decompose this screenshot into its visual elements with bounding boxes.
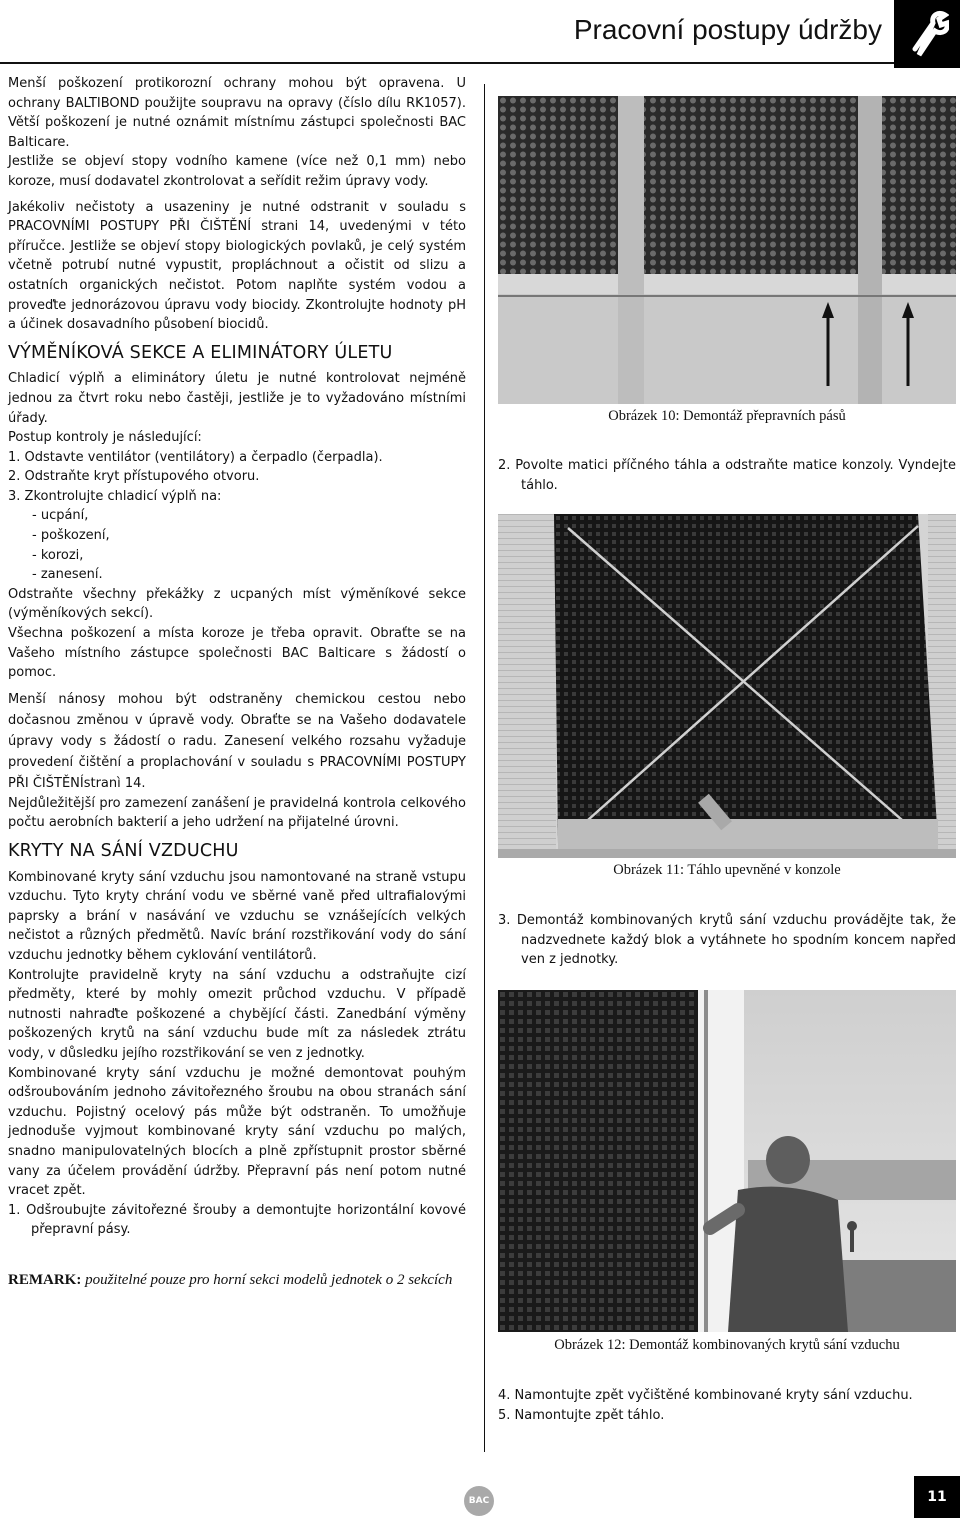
step-text: 2. Povolte matici příčného táhla a odstraňte matice konzoly. Vyndejte táhlo.: [498, 458, 956, 493]
paragraph: Jakékoliv nečistoty a usazeniny je nutné odstranit v souladu s PRACOVNÍMI POSTUPY PŘI ČIŠTĚNÍ strani 14, uvedenými v této příručce. Jestliže se objeví stopy biologických povlaků, je celý systém včetně potrubí nutné vypustit, propláchnout a očistit od slizu a ostatních organických nečistot. Potom naplňte systém vodou a proveďte jednorázovou úpravu vody biocidy. Zkontrolujte hodnoty pH a účinek dosavadního působení biocidů.: [8, 199, 466, 333]
paragraph: Všechna poškození a místa koroze je třeba opravit. Obraťte se na Vašeho místního zástupce společnosti BAC Balticare s žádostí o pomoc.: [8, 626, 466, 681]
remark-text: použitelné pouze pro horní sekci modelů jednotek o 2 sekcích: [81, 1272, 453, 1288]
remark-note: [8, 1270, 468, 1291]
list-item: 3. Zkontrolujte chladicí výplň na:: [8, 488, 222, 504]
figure-10-photo: [498, 96, 956, 404]
sub-list: [8, 506, 466, 584]
figure-12-photo: [498, 990, 956, 1332]
sub-list-item: - poškození,: [32, 528, 110, 544]
sub-list-item: - ucpání,: [32, 508, 89, 524]
paragraph: Chladicí výplň a eliminátory úletu je nutné kontrolovat nejméně jednou za čtvrt roku nebo častěji, jestliže je to vyžadováno místními úřady.: [8, 371, 466, 426]
bac-logo: BAC: [464, 1486, 494, 1516]
paragraph: Nejdůležitější pro zamezení zanášení je pravidelná kontrola celkového počtu aerobních bakterií a jeho udržení na přijatelné úrovni.: [8, 795, 466, 831]
step-text: 5. Namontujte zpět táhlo.: [498, 1408, 665, 1423]
figure-11-photo: [498, 514, 956, 858]
list-item: [498, 1406, 956, 1426]
sub-list-item: - zanesení.: [32, 567, 103, 583]
figure-12-caption: Obrázek 12: Demontáž kombinovaných krytů sání vzduchu: [554, 1337, 900, 1353]
paragraph: Menší nánosy mohou být odstraněny chemickou cestou nebo dočasnou změnou v úpravě vody. Obraťte se na Vašeho dodavatele úpravy vody s žádostí o radu. Zanesení velkého rozsahu vyžaduje provedení čištění a proplachování v souladu s PRACOVNÍMI POSTUPY PŘI ČIŠTĚNÍstranì 14.: [8, 691, 466, 791]
section-heading: KRYTY NA SÁNÍ VZDUCHU: [8, 841, 239, 861]
list-item: [498, 911, 956, 970]
page-number: 11: [914, 1476, 960, 1518]
paragraph: Kontrolujte pravidelně kryty na sání vzduchu a odstraňujte cizí předměty, které by mohly omezit průchod vzduchu. V případě nutnosti nahraďte poškozené a chybějící části. Zanedbání výměny poškozených krytů na sání vzduchu bude mít za následek ztrátu vody, v důsledku jejího rozstřikování se ven z jednotky.: [8, 967, 466, 1061]
list-item: [498, 456, 956, 495]
paragraph: Odstraňte všechny překážky z ucpaných míst výměníkové sekce (výměníkových sekcí).: [8, 586, 466, 622]
paragraph: Jestliže se objeví stopy vodního kamene (více než 0,1 mm) nebo koroze, musí dodavatel zkontrolovat a seřídit režim úpravy vody.: [8, 154, 466, 189]
sub-list-item: - korozi,: [32, 547, 84, 563]
wrench-icon: [894, 0, 960, 68]
page-title: Pracovní postupy údržby: [573, 14, 882, 45]
list-item: 2. Odstraňte kryt přístupového otvoru.: [8, 469, 260, 485]
paragraph: Kombinované kryty sání vzduchu jsou namontované na straně vstupu vzduchu. Tyto kryty chrání vodu ve sběrné vaně před ultrafialovými paprsky a brání v nasávání ve vzduchu se vznášejících velkých nečistot a různých předmětů. Navíc brání rozstřikování vody do sání vzduchu jednotky během cyklování ventilátorů.: [8, 869, 466, 963]
figure-11-caption: Obrázek 11: Táhlo upevněné v konzole: [613, 862, 841, 878]
list-item: 1. Odstavte ventilátor (ventilátory) a čerpadlo (čerpadla).: [8, 449, 383, 465]
header-rule: [0, 62, 894, 64]
paragraph: Menší poškození protikorozní ochrany mohou být opravena. U ochrany BALTIBOND použijte soupravu na opravy (číslo dílu RK1057). Větší poškození je nutné oznámit místnímu zástupci společnosti BAC Balticare.: [8, 76, 466, 150]
list-item: 1. Odšroubujte závitořezné šrouby a demontujte horizontální kovové přepravní pásy.: [8, 1202, 466, 1238]
remark-label: REMARK:: [8, 1272, 82, 1288]
paragraph: Postup kontroly je následující:: [8, 430, 202, 446]
left-column: [8, 74, 466, 1240]
step-text: 4. Namontujte zpět vyčištěné kombinované kryty sání vzduchu.: [498, 1388, 913, 1403]
paragraph: Kombinované kryty sání vzduchu je možné demontovat pouhým odšroubováním jednoho závitořezného šroubu na obou stranách sání vzduchu. Pojistný ocelový pás může být odstraněn. To umožňuje jednoduše vyjmout kombinované kryty sání vzduchu po malých, snadno manipulovatelných blocích a plně zpřístupnit prostor sběrné vany za účelem provádění údržby. Přepravní pás není potom nutné vracet zpět.: [8, 1065, 466, 1199]
column-divider: [484, 84, 485, 1452]
list-item: [498, 1386, 956, 1406]
figure-10-caption: Obrázek 10: Demontáž přepravních pásů: [608, 408, 846, 424]
section-heading: VÝMĚNÍKOVÁ SEKCE A ELIMINÁTORY ÚLETU: [8, 342, 393, 363]
step-text: 3. Demontáž kombinovaných krytů sání vzduchu provádějte tak, že nadzvednete každý blok a vytáhnete ho spodním koncem napřed ven z jednotky.: [498, 913, 956, 967]
